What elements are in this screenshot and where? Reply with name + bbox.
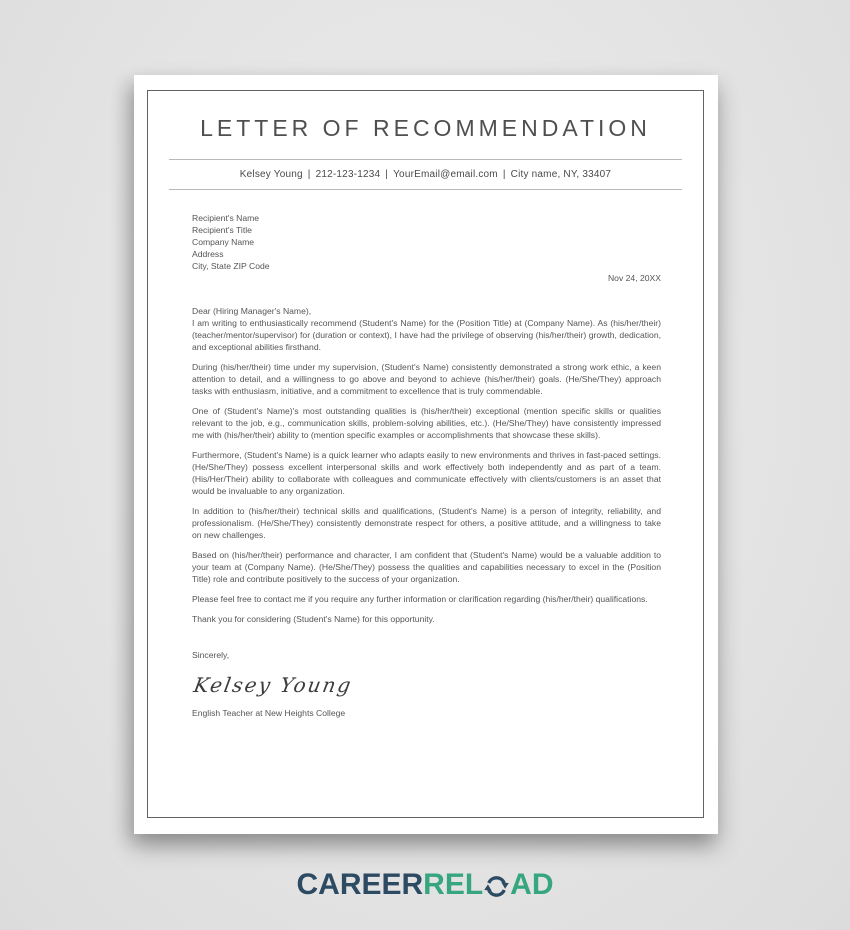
recipient-company-line: Company Name <box>192 237 255 247</box>
letter-body <box>192 212 661 719</box>
letter-date: Nov 24, 20XX <box>607 273 661 283</box>
contact-bar <box>148 168 703 182</box>
closing: Sincerely, <box>192 650 230 660</box>
header-divider-bottom <box>169 189 682 190</box>
reload-circular-arrows-icon <box>484 874 509 899</box>
brand-career-text: CAREER <box>296 868 424 901</box>
contact-separator: | <box>307 169 311 180</box>
letter-paragraph: Thank you for considering (Student's Name) for this opportunity. <box>192 614 435 624</box>
letter-page <box>134 75 718 834</box>
letter-paragraph: I am writing to enthusiastically recommend (Student's Name) for the (Position Title) at (Company Name). As (his/her/their) (teacher/mentor/supervisor) for (duration or context), I have had the privilege of observing (his/her/their) growth, dedication, and exceptional abilities firsthand. <box>192 318 661 352</box>
sender-location: City name, NY, 33407 <box>510 169 612 180</box>
recipient-city-line: City, State ZIP Code <box>192 261 270 271</box>
letter-paragraph: Please feel free to contact me if you require any further information or clarification regarding (his/her/their) qualifications. <box>192 594 648 604</box>
brand-logo[interactable] <box>0 868 850 902</box>
header-divider-top <box>169 159 682 160</box>
signature-script: Kelsey Young <box>191 673 355 697</box>
brand-rel-text: REL <box>423 868 484 901</box>
letter-paragraph: Based on (his/her/their) performance and character, I am confident that (Student's Name) would be a valuable addition to your team at (Company Name). (He/She/They) possess the qualities and capabilities necessary to excel in the (Position Title) role and contribute positively to the success of your organization. <box>192 550 661 584</box>
contact-separator: | <box>385 169 389 180</box>
recipient-address-line: Address <box>192 249 224 259</box>
letter-paragraph: One of (Student's Name)'s most outstanding qualities is (his/her/their) exceptional (mention specific skills or qualities relevant to the job, e.g., communication skills, problem-solving abilities, etc.). (He/She/They) have consistently impressed me with (his/her/their) ability to (mention specific examples or accomplishments that showcase these skills). <box>192 406 661 440</box>
contact-separator: | <box>502 169 506 180</box>
recipient-block <box>192 212 661 272</box>
salutation: Dear (Hiring Manager's Name), <box>192 306 312 316</box>
brand-ad-text: AD <box>510 868 554 901</box>
letter-title: LETTER OF RECOMMENDATION <box>200 115 651 141</box>
letter-paragraph: In addition to (his/her/their) technical skills and qualifications, (Student's Name) is a person of integrity, reliability, and professionalism. (He/She/They) consistently demonstrate respect for others, a positive attitude, and a willingness to take on new challenges. <box>192 506 661 540</box>
recipient-name-line: Recipient's Name <box>192 213 260 223</box>
sender-email: YourEmail@email.com <box>393 169 498 180</box>
letter-paragraph: During (his/her/their) time under my supervision, (Student's Name) consistently demonstrated a strong work ethic, a keen attention to detail, and a willingness to go above and beyond to achieve (his/her/their) goals. (He/She/They) approach tasks with enthusiasm, initiative, and a commitment to excellence that is truly commendable. <box>192 362 661 396</box>
sender-phone: 212-123-1234 <box>315 169 381 180</box>
letter-paragraph: Furthermore, (Student's Name) is a quick learner who adapts easily to new environments and thrives in fast-paced settings. (He/She/They) possess excellent interpersonal skills and work effectively both independently and as part of a team. (His/Her/Their) ability to collaborate with colleagues and communicate effectively with clients/customers is an asset that would be invaluable to any organization. <box>192 450 661 496</box>
recipient-title-line: Recipient's Title <box>192 225 252 235</box>
signature-title: English Teacher at New Heights College <box>192 708 346 718</box>
sender-name: Kelsey Young <box>239 169 303 180</box>
page-border-frame <box>147 90 704 818</box>
